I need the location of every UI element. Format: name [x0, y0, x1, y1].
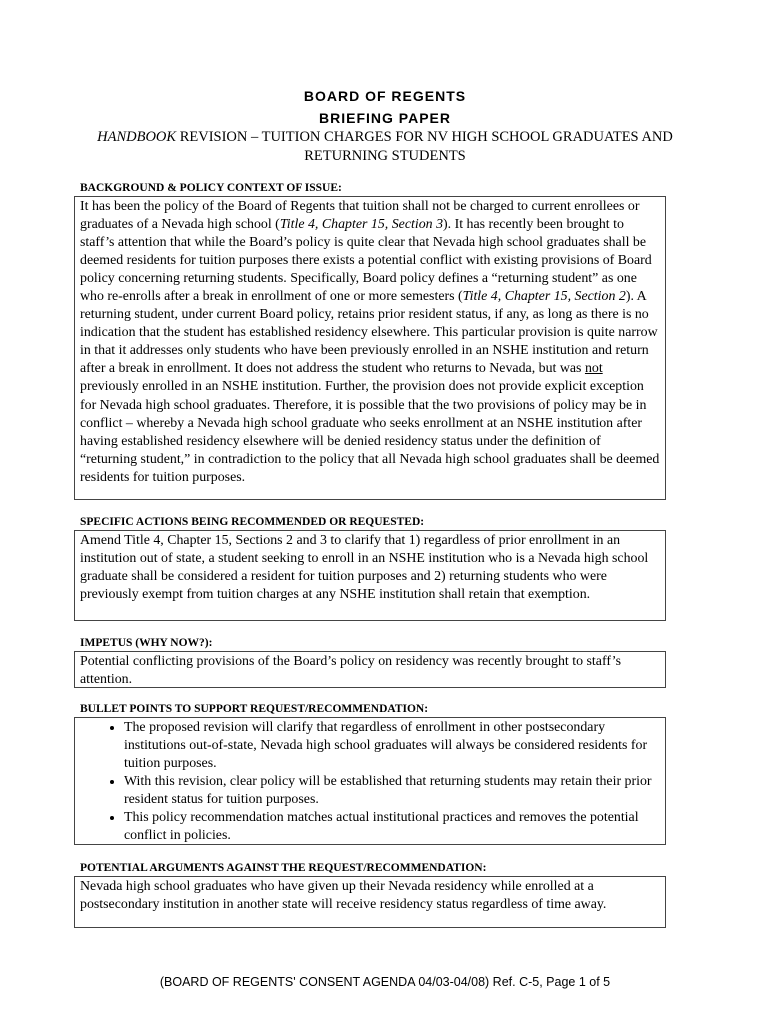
arguments-text: Nevada high school graduates who have given up their Nevada residency while enrolled at a postsecondary institution in another state will receive residency status regardless of time away.: [80, 879, 607, 913]
bullets-box: [74, 717, 666, 845]
citation: Title 4, Chapter 15, Section 3: [279, 217, 444, 233]
document-title-line1: BOARD OF REGENTS: [303, 88, 467, 104]
background-label: BACKGROUND & POLICY CONTEXT OF ISSUE:: [80, 182, 342, 194]
background-box: [74, 196, 666, 500]
subtitle-handbook: HANDBOOK: [97, 129, 177, 145]
impetus-label: IMPETUS (WHY NOW?):: [80, 637, 213, 649]
actions-text: Amend Title 4, Chapter 15, Sections 2 and 3 to clarify that 1) regardless of prior enrollment in an institution out of state, a student seeking to enroll in an NSHE institution who is a Nevada high school graduate shall be considered a resident for tuition purposes and 2) returning students who were previously exempt from tuition charges at any NSHE institution shall retain that exemption.: [80, 533, 649, 603]
page-footer: (BOARD OF REGENTS' CONSENT AGENDA 04/03-04/08) Ref. C-5, Page 1 of 5: [159, 975, 611, 989]
arguments-box: [74, 876, 666, 928]
impetus-text: Potential conflicting provisions of the Board’s policy on residency was recently brought to staff’s attention.: [80, 654, 621, 688]
impetus-box: [74, 651, 666, 688]
bullet-list: [80, 719, 660, 845]
subtitle-text: REVISION – TUITION CHARGES FOR NV HIGH SCHOOL GRADUATES AND RETURNING STUDENTS: [176, 129, 673, 164]
document-subtitle: [70, 128, 700, 166]
bullet-item: • With this revision, clear policy will be established that returning students may retain their prior resident status for tuition purposes.: [124, 773, 660, 809]
document-title-line2: BRIEFING PAPER: [319, 110, 451, 126]
actions-label: SPECIFIC ACTIONS BEING RECOMMENDED OR REQUESTED:: [80, 516, 425, 528]
underlined-word: not: [584, 361, 603, 377]
background-text: It has been the policy of the Board of Regents that tuition shall not be charged to current enrollees or graduates of a Nevada high school (Title 4, Chapter 15, Section 3). It has recently been brought to staff’s attention that while the Board’s policy is quite clear that Nevada high school graduates shall be deemed residents for tuition purposes there exists a potential conflict with existing provisions of Board policy concerning returning students. Specifically, Board policy defines a “returning student” as one who re-enrolls after a break in enrollment of one or more semesters (Title 4, Chapter 15, Section 2). A returning student, under current Board policy, retains prior resident status, if any, as long as there is no indication that the student has established residency elsewhere. This particular provision is quite narrow in that it addresses only students who have been previously enrolled in an NSHE institution and return after a break in enrollment. It does not address the student who returns to Nevada, but was not previously enrolled in an NSHE institution. Further, the provision does not provide explicit exception for Nevada high school graduates. Therefore, it is possible that the two provisions of policy may be in conflict – whereby a Nevada high school graduate who seeks enrollment at an NSHE institution after having established residency elsewhere will be denied residency status under the definition of “returning student,” in contradiction to the policy that all Nevada high school graduates shall be deemed residents for tuition purposes.: [80, 199, 660, 485]
bullet-item: • This policy recommendation matches actual institutional practices and removes the potential conflict in policies.: [124, 809, 660, 845]
arguments-label: POTENTIAL ARGUMENTS AGAINST THE REQUEST/RECOMMENDATION:: [80, 862, 487, 874]
citation: Title 4, Chapter 15, Section 2: [462, 289, 626, 305]
bullet-item: • The proposed revision will clarify that regardless of enrollment in other postsecondary institutions out-of-state, Nevada high school graduates will always be considered residents for tuition purposes.: [124, 719, 660, 773]
actions-box: [74, 530, 666, 621]
bullets-label: BULLET POINTS TO SUPPORT REQUEST/RECOMMENDATION:: [80, 703, 429, 715]
